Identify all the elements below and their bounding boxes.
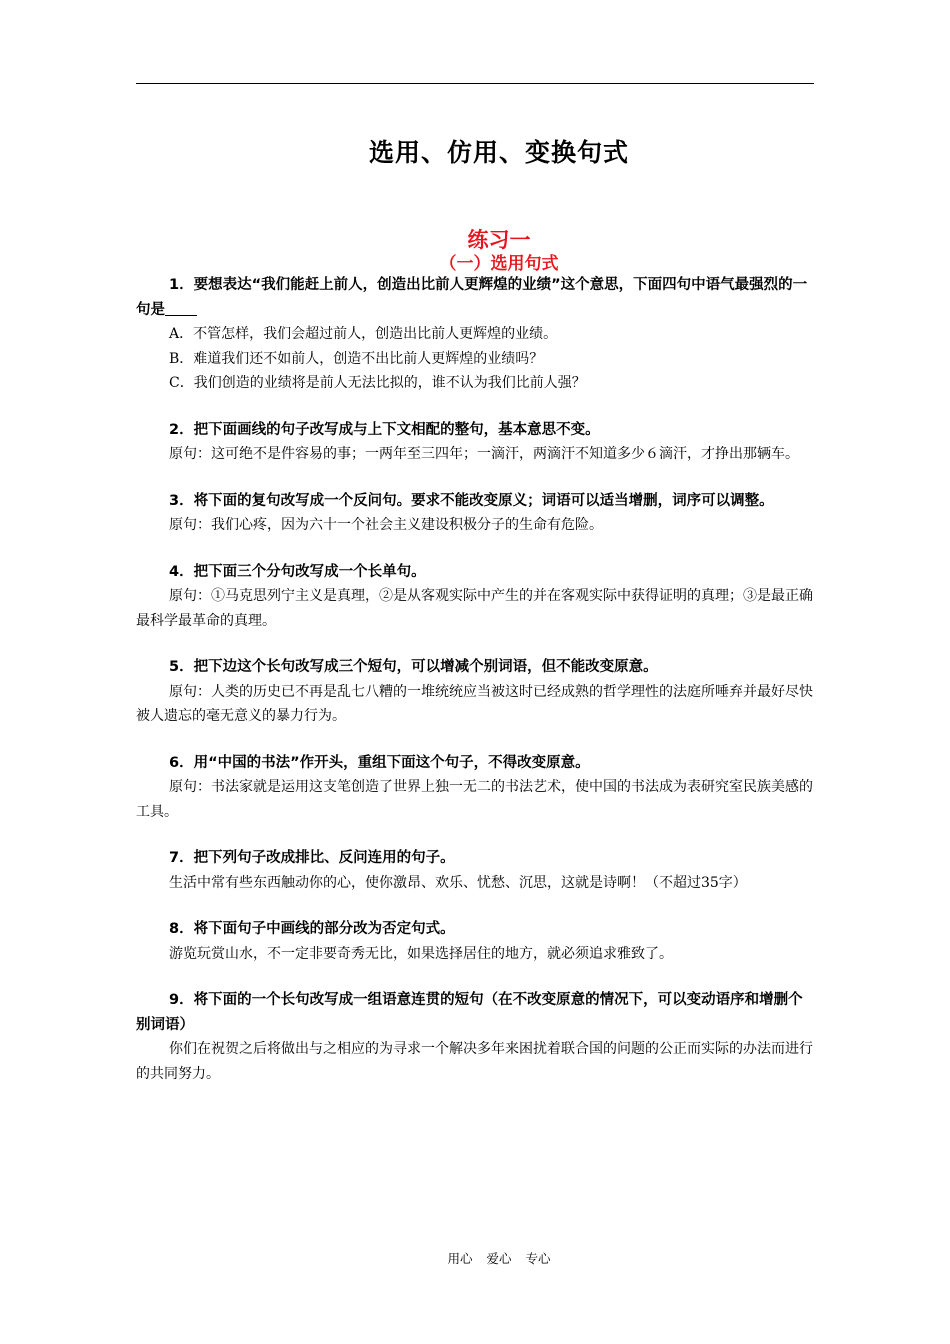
question-body: 生活中常有些东西触动你的心，使你激昂、欢乐、忧愁、沉思，这就是诗啊！（不超过35字） (169, 874, 747, 891)
question-3 (136, 489, 816, 538)
question-body: 原句：我们心疼，因为六十一个社会主义建设积极分子的生命有危险。 (169, 517, 603, 533)
question-4 (136, 560, 816, 634)
option-c: C．我们创造的业绩将是前人无法比拟的，谁不认为我们比前人强？ (169, 375, 586, 391)
question-prompt: 2．把下面画线的句子改写成与上下文相配的整句，基本意思不变。 (169, 421, 600, 438)
question-body: 原句：这可绝不是件容易的事；一两年至三四年；一滴汗，两滴汗不知道多少６滴汗，才挣出那辆车。 (169, 446, 799, 462)
question-8 (136, 917, 816, 966)
question-prompt: 7．把下列句子改成排比、反问连用的句子。 (169, 850, 455, 866)
answer-blank (165, 301, 197, 316)
question-body: 原句：①马克思列宁主义是真理，②是从客观实际中产生的并在客观实际中获得证明的真理；③是最正确最科学最革命的真理。 (136, 588, 813, 629)
question-body: 原句：人类的历史已不再是乱七八糟的一堆统统应当被这时已经成熟的哲学理性的法庭所唾弃并最好尽快被人遗忘的毫无意义的暴力行为。 (136, 683, 813, 724)
question-6 (136, 751, 816, 825)
question-2 (136, 418, 816, 467)
exercise-title: 练习一 (467, 228, 531, 252)
question-body: 原句：书法家就是运用这支笔创造了世界上独一无二的书法艺术，使中国的书法成为表研究室民族美感的工具。 (136, 779, 813, 820)
question-7 (136, 846, 816, 895)
document-title: 选用、仿用、变换句式 (368, 138, 629, 167)
page-footer: 用心 爱心 专心 (447, 1251, 551, 1266)
question-body: 游览玩赏山水，不一定非要奇秀无比，如果选择居住的地方，就必须追求雅致了。 (169, 945, 673, 962)
question-prompt: 9．将下面的一个长句改写成一组语意连贯的短句（在不改变原意的情况下，可以变动语序和增删个别词语） (136, 992, 803, 1033)
question-9 (136, 988, 816, 1086)
section-title: （一）选用句式 (439, 254, 559, 274)
question-5 (136, 655, 816, 729)
question-prompt: 1．要想表达“我们能赶上前人，创造出比前人更辉煌的业绩”这个意思，下面四句中语气最强烈的一句是 (136, 277, 808, 318)
question-prompt: 8．将下面句子中画线的部分改为否定句式。 (169, 921, 455, 937)
question-prompt: 3．将下面的复句改写成一个反问句。要求不能改变原义；词语可以适当增删，词序可以调整。 (169, 492, 774, 509)
question-body: 你们在祝贺之后将做出与之相应的为寻求一个解决多年来困扰着联合国的问题的公正而实际的办法而进行的共同努力。 (136, 1041, 813, 1082)
question-prompt: 4．把下面三个分句改写成一个长单句。 (169, 563, 426, 580)
option-a: A．不管怎样，我们会超过前人，创造出比前人更辉煌的业绩。 (169, 326, 558, 342)
option-b: B．难道我们还不如前人，创造不出比前人更辉煌的业绩吗？ (169, 350, 544, 367)
question-list (136, 273, 816, 1108)
header-rule (136, 83, 814, 84)
question-prompt: 6．用“中国的书法”作开头，重组下面这个句子，不得改变原意。 (169, 754, 590, 771)
question-prompt: 5．把下边这个长句改写成三个短句，可以增减个别词语，但不能改变原意。 (169, 659, 658, 675)
question-1 (136, 273, 816, 396)
